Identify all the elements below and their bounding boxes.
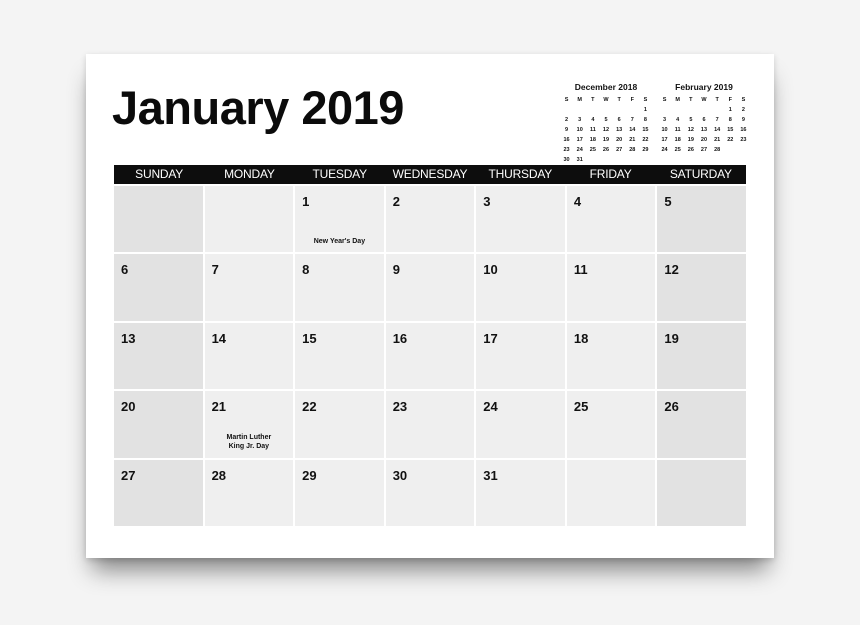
day-number: 16 — [392, 330, 408, 346]
day-cell[interactable] — [476, 323, 565, 389]
mini-day: 10 — [576, 127, 583, 133]
day-cell[interactable] — [567, 254, 656, 320]
day-cell[interactable] — [567, 186, 656, 252]
mini-day: 28 — [714, 147, 721, 153]
mini-day — [626, 155, 639, 165]
mini-day: 21 — [714, 137, 721, 143]
day-cell[interactable] — [114, 460, 203, 526]
mini-day: 29 — [642, 147, 649, 153]
mini-day: 4 — [676, 117, 680, 123]
mini-day: 24 — [661, 147, 668, 153]
day-number: 10 — [483, 262, 498, 278]
day-cell[interactable] — [567, 391, 656, 457]
day-number: 4 — [573, 194, 582, 209]
day-number: 20 — [121, 399, 136, 415]
mini-day — [613, 105, 626, 115]
day-number: 22 — [302, 399, 317, 415]
mini-day: 15 — [727, 127, 734, 133]
mini-day — [671, 105, 684, 115]
day-cell[interactable] — [386, 323, 475, 389]
day-cell[interactable] — [476, 254, 565, 320]
day-number: 8 — [302, 262, 310, 278]
day-number: 25 — [573, 399, 589, 415]
day-cell[interactable] — [295, 391, 384, 457]
month-grid — [114, 186, 746, 526]
mini-day — [573, 105, 586, 115]
mini-day: 24 — [576, 147, 583, 153]
day-cell[interactable] — [295, 460, 384, 526]
mini-day — [586, 155, 599, 165]
day-number: 18 — [573, 330, 589, 346]
day-number: 6 — [121, 262, 129, 278]
mini-day — [737, 145, 750, 155]
mini-day: 18 — [674, 137, 681, 143]
mini-day: 9 — [741, 117, 745, 123]
day-number: 17 — [483, 330, 498, 346]
weekday-label-wednesday: WEDNESDAY — [392, 167, 468, 181]
day-cell[interactable] — [114, 323, 203, 389]
mini-day: 4 — [591, 117, 595, 123]
day-cell[interactable] — [476, 186, 565, 252]
mini-day: 16 — [740, 127, 747, 133]
mini-day: 18 — [589, 137, 596, 143]
mini-calendar-previous — [560, 82, 652, 165]
mini-day: 23 — [740, 137, 747, 143]
day-number: 26 — [664, 399, 679, 415]
day-cell[interactable] — [295, 254, 384, 320]
day-cell[interactable] — [476, 391, 565, 457]
mini-day: 10 — [661, 127, 668, 133]
mini-calendar-title: December 2018 — [574, 82, 638, 92]
mini-day: 5 — [604, 117, 608, 123]
mini-day: 3 — [578, 117, 582, 123]
mini-day: 6 — [617, 117, 621, 123]
mini-day — [639, 155, 652, 165]
day-cell[interactable] — [657, 323, 746, 389]
day-number: 9 — [392, 262, 400, 278]
mini-day: 11 — [589, 127, 596, 133]
mini-day: 22 — [727, 137, 734, 143]
day-cell[interactable] — [114, 254, 203, 320]
day-number: 5 — [664, 194, 672, 209]
mini-calendar-grid — [658, 95, 750, 155]
day-number: 19 — [664, 330, 679, 346]
weekday-label-tuesday: TUESDAY — [312, 167, 367, 181]
mini-day: 19 — [602, 137, 610, 143]
mini-day — [560, 105, 573, 115]
mini-weekday-label: T — [617, 97, 621, 103]
mini-weekday-label: M — [577, 97, 582, 103]
mini-day: 1 — [728, 107, 732, 113]
day-number: 11 — [573, 262, 588, 278]
day-cell[interactable] — [205, 460, 294, 526]
mini-weekday-label: S — [564, 97, 569, 103]
weekday-label-thursday: THURSDAY — [488, 167, 553, 181]
mini-day: 3 — [663, 117, 667, 123]
day-number: 28 — [211, 467, 227, 483]
day-number: 24 — [483, 399, 498, 415]
mini-day — [613, 155, 626, 165]
mini-day: 21 — [629, 137, 636, 143]
mini-weekday-label: T — [715, 97, 719, 103]
day-cell-empty[interactable] — [657, 460, 746, 526]
mini-day: 7 — [630, 117, 634, 123]
mini-day — [626, 105, 639, 115]
mini-day — [586, 105, 599, 115]
calendar-page — [86, 54, 774, 558]
mini-day: 27 — [616, 147, 623, 153]
mini-day: 1 — [643, 107, 647, 113]
mini-calendar-grid — [560, 95, 652, 165]
day-number: 29 — [302, 467, 317, 483]
mini-day — [724, 145, 737, 155]
mini-day: 2 — [565, 117, 569, 123]
day-cell[interactable] — [295, 323, 384, 389]
day-number: 15 — [302, 330, 317, 346]
mini-day — [697, 105, 710, 115]
day-number: 27 — [121, 467, 136, 483]
mini-weekday-label: S — [662, 97, 667, 103]
holiday-label: Martin Luther King Jr. Day — [226, 434, 272, 451]
weekday-label-saturday: SATURDAY — [669, 167, 732, 181]
day-number: 7 — [211, 262, 219, 278]
day-cell[interactable] — [205, 391, 294, 457]
mini-day: 28 — [629, 147, 636, 153]
mini-weekday-label: S — [643, 97, 648, 103]
day-cell[interactable] — [657, 186, 746, 252]
day-cell[interactable] — [657, 391, 746, 457]
mini-day — [711, 105, 724, 115]
mini-day: 25 — [674, 147, 681, 153]
mini-day — [658, 105, 671, 115]
mini-day: 15 — [642, 127, 649, 133]
mini-day: 25 — [589, 147, 596, 153]
mini-day: 8 — [643, 117, 647, 123]
day-number: 12 — [664, 262, 679, 278]
mini-day: 17 — [576, 137, 583, 143]
day-cell[interactable] — [567, 323, 656, 389]
day-cell[interactable] — [386, 254, 475, 320]
mini-day: 22 — [642, 137, 649, 143]
mini-day: 27 — [700, 147, 708, 153]
mini-day: 16 — [563, 137, 570, 143]
mini-day: 31 — [576, 157, 583, 163]
mini-calendar-next — [658, 82, 750, 155]
day-number: 23 — [392, 399, 408, 415]
day-number: 30 — [392, 467, 408, 483]
mini-day — [599, 105, 612, 115]
day-cell-empty[interactable] — [205, 186, 294, 252]
day-cell[interactable] — [205, 323, 294, 389]
day-cell[interactable] — [386, 391, 475, 457]
day-number: 14 — [211, 330, 227, 346]
mini-day: 2 — [741, 107, 745, 113]
day-number: 3 — [483, 194, 491, 209]
mini-day: 26 — [602, 147, 610, 153]
mini-day: 12 — [602, 127, 610, 133]
day-number: 31 — [483, 467, 498, 483]
mini-day: 13 — [700, 127, 708, 133]
mini-day: 9 — [565, 127, 569, 133]
mini-day: 17 — [661, 137, 668, 143]
day-cell[interactable] — [386, 186, 475, 252]
mini-day: 13 — [616, 127, 623, 133]
mini-day: 14 — [714, 127, 721, 133]
mini-weekday-label: F — [728, 97, 732, 103]
mini-weekday-label: W — [701, 97, 707, 103]
mini-weekday-label: T — [689, 97, 693, 103]
weekday-label-friday: FRIDAY — [589, 167, 632, 181]
mini-day: 7 — [715, 117, 719, 123]
month-title: January 2019 — [112, 81, 404, 134]
weekday-label-monday: MONDAY — [224, 167, 275, 181]
mini-day: 14 — [629, 127, 636, 133]
mini-calendar-title: February 2019 — [675, 82, 733, 92]
day-cell[interactable] — [386, 460, 475, 526]
mini-weekday-label: W — [603, 97, 609, 103]
day-cell[interactable] — [114, 391, 203, 457]
day-cell-empty[interactable] — [567, 460, 656, 526]
mini-day — [684, 105, 697, 115]
day-cell[interactable] — [476, 460, 565, 526]
mini-day: 26 — [687, 147, 694, 153]
mini-day: 30 — [563, 157, 570, 163]
mini-weekday-label: S — [741, 97, 746, 103]
mini-day: 20 — [700, 137, 708, 143]
day-cell[interactable] — [205, 254, 294, 320]
mini-weekday-label: T — [591, 97, 595, 103]
day-number: 21 — [211, 399, 227, 415]
day-number: 13 — [121, 330, 136, 346]
mini-day: 5 — [689, 117, 693, 123]
day-number: 2 — [392, 194, 400, 209]
mini-day: 6 — [702, 117, 706, 123]
day-cell[interactable] — [657, 254, 746, 320]
mini-day: 23 — [563, 147, 570, 153]
mini-day: 19 — [687, 137, 694, 143]
day-cell[interactable] — [295, 186, 384, 252]
mini-day: 8 — [728, 117, 732, 123]
mini-day: 12 — [687, 127, 694, 133]
mini-day — [599, 155, 612, 165]
day-number: 1 — [302, 194, 310, 209]
mini-weekday-label: F — [630, 97, 634, 103]
holiday-label: New Year's Day — [313, 238, 366, 245]
weekday-header — [114, 165, 746, 184]
weekday-label-sunday: SUNDAY — [135, 167, 184, 181]
day-cell-empty[interactable] — [114, 186, 203, 252]
mini-weekday-label: M — [675, 97, 680, 103]
mini-day: 11 — [674, 127, 681, 133]
mini-day: 20 — [616, 137, 623, 143]
